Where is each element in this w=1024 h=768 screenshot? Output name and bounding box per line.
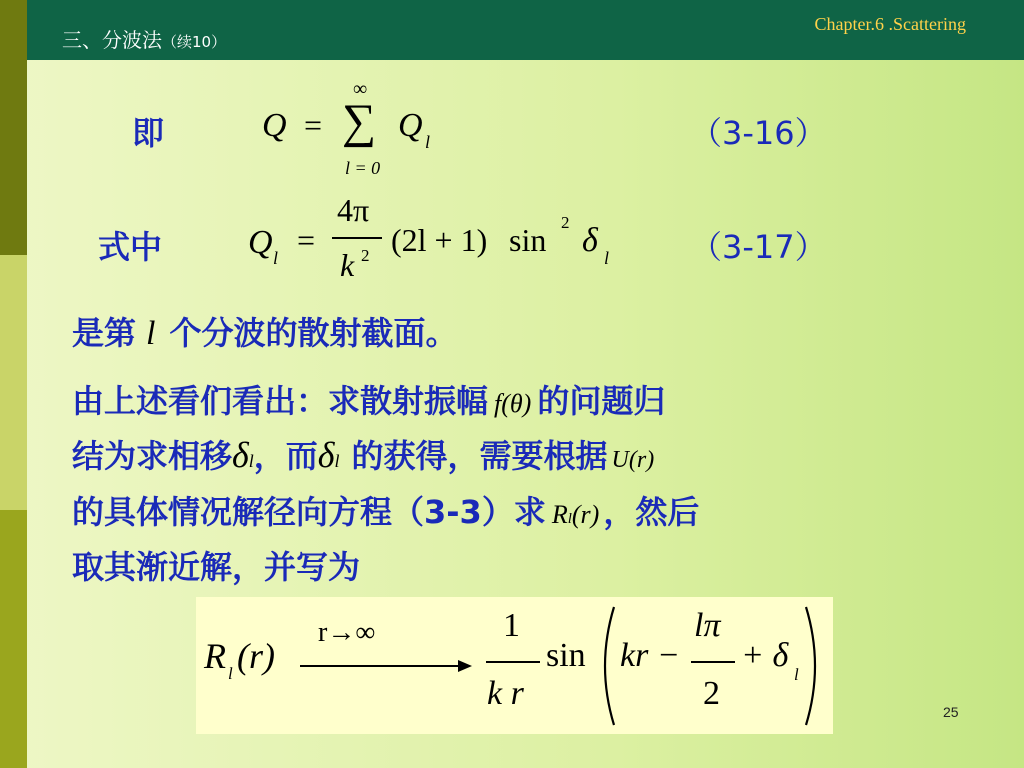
body-line-4-a: 的具体情况解径向方程（3-3）求 [72, 493, 546, 531]
eq3-kr: kr − [620, 637, 680, 674]
body-line-4 [72, 487, 699, 533]
body-line-1 [72, 308, 457, 354]
eq3-inner-den: 2 [703, 675, 720, 712]
eq3-inner-fraction-bar [691, 661, 735, 663]
body-line-2-math: f(θ) [494, 389, 532, 418]
eq2-frac-den: k [340, 247, 355, 283]
body-line-5: 取其渐近解，并写为 [72, 548, 361, 586]
body-line-3-b: ，而 [253, 437, 318, 475]
body-line-3 [72, 431, 654, 477]
eq3-lhs: R [204, 636, 226, 676]
eq3-frac-den: k r [487, 675, 524, 712]
eq2-number: （3-17） [690, 228, 827, 266]
eq1-sum-symbol: ∑ [342, 95, 377, 148]
body-line-3-math: U(r) [611, 447, 655, 473]
body-line-1-b: 个分波的散射截面。 [169, 314, 458, 352]
eq2-frac-den-sup: 2 [361, 246, 370, 265]
body-line-3-a: 结为求相移 [72, 437, 233, 475]
left-bar-segment-bottom [0, 510, 27, 768]
eq2-delta: δ [582, 222, 598, 259]
body-line-4-math-2: (r) [571, 500, 600, 529]
eq3-delta-sub: l [794, 665, 799, 684]
eq2-delta-sub: l [604, 248, 610, 268]
eq1-number: （3-16） [690, 114, 827, 152]
eq1-term-sub: l [425, 132, 431, 152]
eq2-factor: (2l + 1) [391, 222, 488, 258]
slide-title-main: 三、分波法 [62, 28, 162, 52]
eq2-sin-sup: 2 [561, 213, 570, 232]
eq1-term: Q [398, 107, 423, 144]
asymptotic-formula-box [196, 597, 833, 734]
eq2-lhs-sub: l [273, 248, 279, 268]
slide-header [27, 0, 1024, 60]
long-right-arrow-icon [300, 659, 472, 673]
eq1-lhs: Q [262, 107, 287, 144]
body-line-1-var: l [146, 315, 156, 352]
eq1-prefix: 即 [132, 114, 165, 152]
slide-title-subtitle: （续10） [162, 33, 227, 51]
eq2-equals: = [297, 222, 316, 258]
eq2-sin: sin [509, 222, 547, 258]
body-line-3-delta: δ [232, 435, 249, 475]
body-line-4-sub: l [567, 511, 572, 527]
page-number: 25 [943, 704, 959, 720]
eq1-equals: = [304, 107, 323, 143]
eq2-frac-num: 4π [337, 192, 370, 228]
eq3-lhs-sub: l [228, 664, 233, 683]
slide-title [62, 24, 226, 53]
eq3-plus-delta: + δ [741, 637, 789, 674]
body-line-2-b: 的问题归 [537, 382, 666, 420]
left-decoration-bar [0, 0, 27, 768]
body-line-2-a: 由上述看们看出：求散射振幅 [72, 382, 489, 420]
eq3-arrow-label: r→∞ [318, 617, 376, 648]
eq1-sum-top: ∞ [353, 78, 368, 100]
eq2-prefix: 式中 [98, 228, 163, 266]
body-line-3-delta-sub-2: l [334, 451, 340, 471]
left-bar-segment-middle [0, 255, 27, 510]
eq3-lhs-arg: (r) [237, 636, 275, 676]
right-paren-icon [802, 605, 826, 727]
eq2-lhs: Q [248, 224, 273, 261]
body-line-4-b: ，然后 [603, 493, 700, 531]
body-line-3-c: 的获得，需要根据 [351, 437, 608, 475]
eq3-fraction-bar [486, 661, 540, 663]
body-line-1-a: 是第 [72, 314, 137, 352]
eq3-inner-num: lπ [694, 607, 721, 644]
body-line-2 [72, 376, 665, 422]
eq2-fraction-bar [332, 237, 382, 239]
body-line-3-delta-sub: l [248, 451, 254, 471]
eq3-sin: sin [546, 637, 586, 674]
left-paren-icon [594, 605, 618, 727]
eq3-frac-num: 1 [503, 607, 520, 644]
chapter-label: Chapter.6 .Scattering [814, 14, 966, 34]
body-line-3-delta-2: δ [317, 435, 335, 475]
body-line-4-math: R [551, 500, 568, 529]
eq1-sum-bottom: l = 0 [345, 158, 381, 178]
left-bar-segment-top [0, 0, 27, 255]
